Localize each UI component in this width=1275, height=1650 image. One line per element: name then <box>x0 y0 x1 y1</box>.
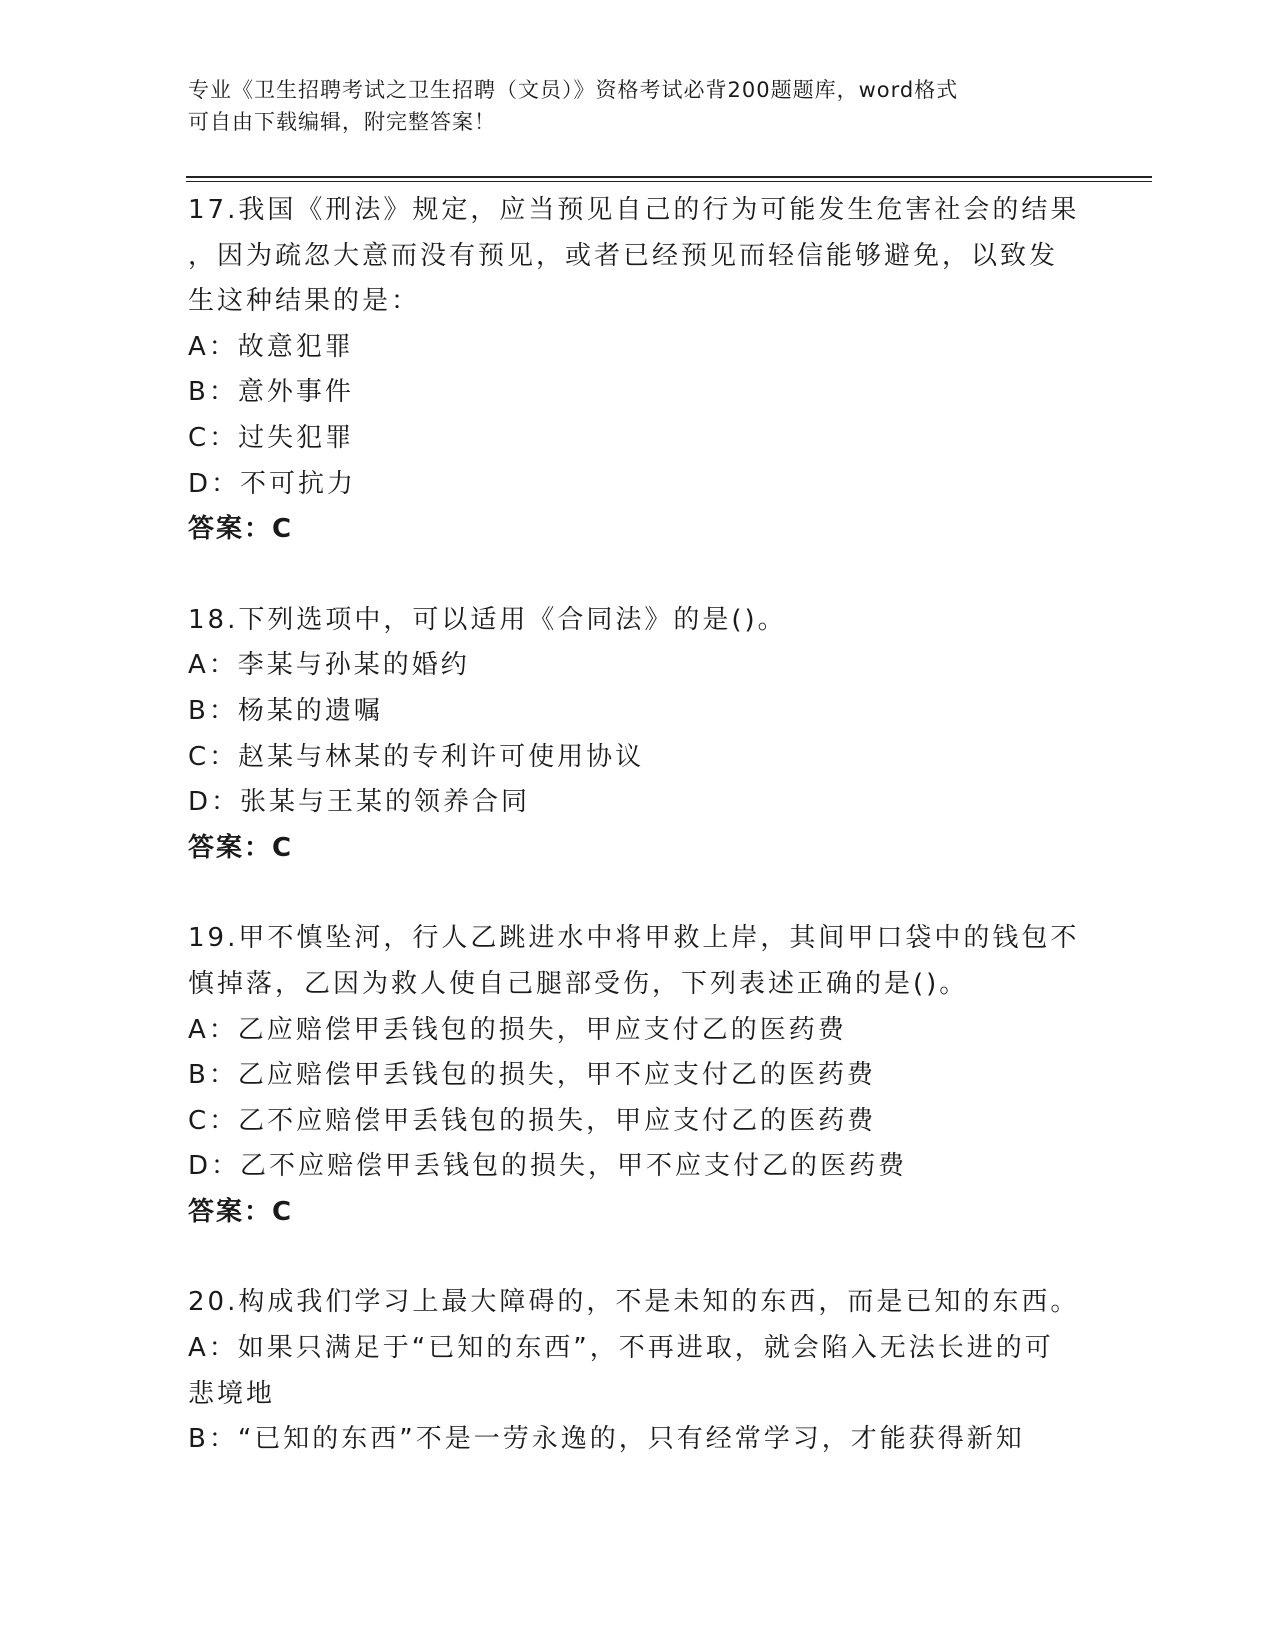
header-line-2: 可自由下载编辑，附完整答案！ <box>188 110 496 134</box>
question-19 <box>188 916 1088 1235</box>
header-rule-thick <box>186 176 1152 178</box>
option-a: A：李某与孙某的婚约 <box>188 650 470 681</box>
question-stem-line: 19.甲不慎坠河，行人乙跳进水中将甲救上岸，其间甲口袋中的钱包不 <box>188 923 1080 954</box>
option-b: B：乙应赔偿甲丢钱包的损失，甲不应支付乙的医药费 <box>188 1060 876 1091</box>
answer-line: 答案：C <box>188 1196 294 1227</box>
question-18 <box>188 598 1088 872</box>
answer-line: 答案：C <box>188 514 294 545</box>
option-d: D：张某与王某的领养合同 <box>188 787 531 818</box>
question-stem-line: 18.下列选项中，可以适用《合同法》的是()。 <box>188 604 787 635</box>
option-d: D：不可抗力 <box>188 468 357 499</box>
question-list <box>188 188 1088 1508</box>
option-a-continued: 悲境地 <box>188 1378 276 1409</box>
option-a: A：乙应赔偿甲丢钱包的损失，甲应支付乙的医药费 <box>188 1014 847 1045</box>
question-stem-line: 慎掉落，乙因为救人使自己腿部受伤，下列表述正确的是()。 <box>188 968 969 999</box>
question-20 <box>188 1280 1088 1462</box>
header-rule-thin <box>186 181 1152 182</box>
option-a: A：如果只满足于“已知的东西”，不再进取，就会陷入无法长进的可 <box>188 1333 1054 1364</box>
option-c: C：乙不应赔偿甲丢钱包的损失，甲应支付乙的医药费 <box>188 1105 877 1136</box>
question-stem-line: 生这种结果的是： <box>188 286 421 317</box>
option-c: C：赵某与林某的专利许可使用协议 <box>188 741 645 772</box>
option-b: B：杨某的遗嘱 <box>188 695 383 726</box>
option-d: D：乙不应赔偿甲丢钱包的损失，甲不应支付乙的医药费 <box>188 1151 908 1182</box>
question-stem-line: 20.构成我们学习上最大障碍的，不是未知的东西，而是已知的东西。 <box>188 1287 1080 1318</box>
option-c: C：过失犯罪 <box>188 422 355 453</box>
page-header <box>188 74 1068 138</box>
answer-line: 答案：C <box>188 832 294 863</box>
option-a: A：故意犯罪 <box>188 331 354 362</box>
question-stem-line: ，因为疏忽大意而没有预见，或者已经预见而轻信能够避免，以致发 <box>188 240 1059 271</box>
question-stem-line: 17.我国《刑法》规定，应当预见自己的行为可能发生危害社会的结果 <box>188 195 1080 225</box>
header-line-1: 专业《卫生招聘考试之卫生招聘（文员）》资格考试必背200题题库，word格式 <box>188 78 959 102</box>
option-b: B：“已知的东西”不是一劳永逸的，只有经常学习，才能获得新知 <box>188 1424 1025 1455</box>
option-b: B：意外事件 <box>188 377 354 408</box>
question-17 <box>188 188 1088 553</box>
